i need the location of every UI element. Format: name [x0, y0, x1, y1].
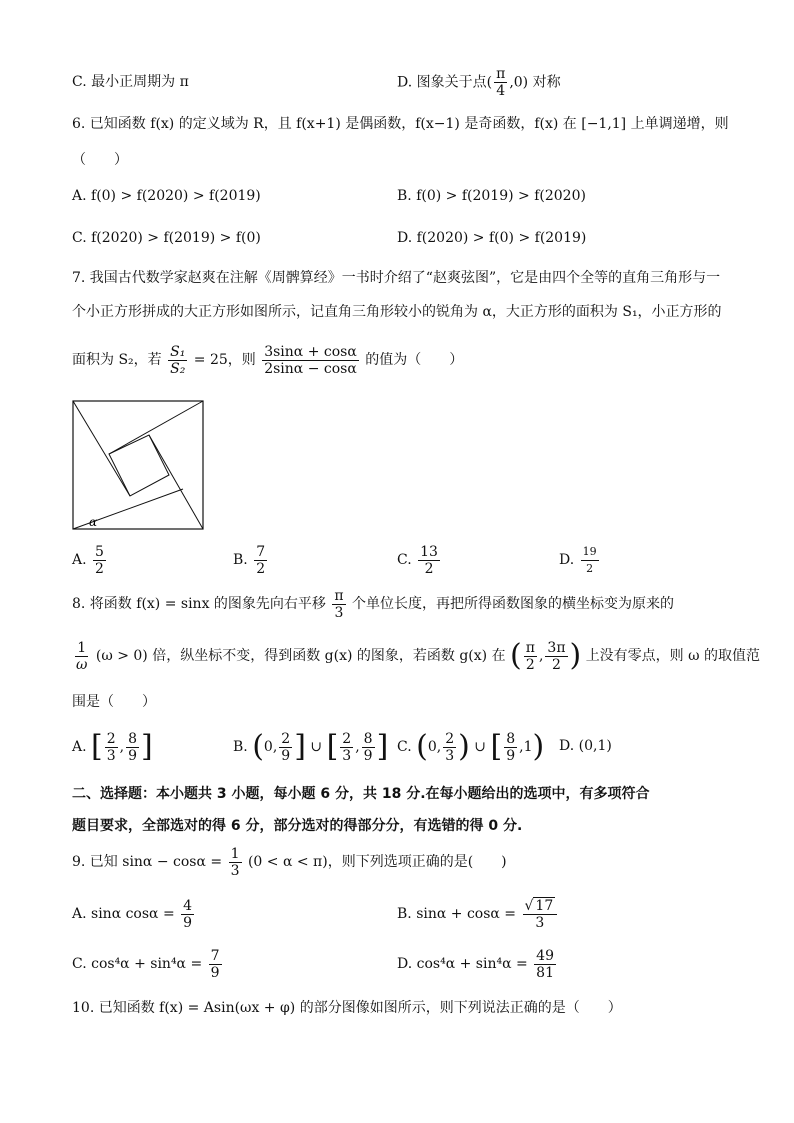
q8-omega-num: 1 [77, 639, 87, 656]
q8-line-1-prefix: 8. 将函数 f(x) = sinx 的图象先向右平移 [72, 596, 326, 612]
q8-option-a-frac2: $\frac{8}{9}$ [128, 730, 138, 764]
q9-option-a-den: 9 [183, 914, 193, 931]
q8-option-b-label: B. [233, 739, 248, 755]
q9-stem-suffix: (0 < α < π)，则下列选项正确的是( ) [247, 854, 507, 870]
q7-option-c-num: 13 [420, 543, 438, 560]
q8-int-b-num: 3π [547, 639, 566, 656]
q5-option-d: D. 图象关于点( $\frac{\pi}{4}$ ,0) 对称 [397, 66, 561, 99]
q9-stem-num: 1 [230, 845, 240, 862]
q9-option-a-prefix: A. sinα cosα = [72, 906, 175, 922]
q7-option-d-frac [581, 544, 599, 577]
q8-line-1 [72, 586, 674, 622]
q7-ratio-val: = 25，则 [193, 352, 256, 368]
q10-stem: 10. 已知函数 f(x) = Asin(ωx + φ) 的部分图像如图所示，则下列说法正确的是（ ） [72, 1000, 622, 1016]
outer-square [73, 401, 203, 529]
q7-line-2: 个小正方形拼成的大正方形如图所示，记直角三角形较小的锐角为 α，大正方形的面积为 S₁，小正方形的 [72, 304, 722, 320]
q8-line-2-mid: (ω > 0) 倍，纵坐标不变，得到函数 g(x) 的图象，若函数 g(x) 在 [95, 648, 506, 664]
q7-line-3 [72, 342, 463, 378]
q9-option-c-den: 9 [210, 964, 220, 981]
q8-int-b-den: 2 [552, 656, 561, 673]
q6-option-c: C. f(2020) > f(2019) > f(0) [72, 230, 261, 246]
q5-option-c: C. 最小正周期为 π [72, 74, 189, 90]
q9-option-d-frac [534, 948, 556, 981]
q7-line-3-suffix: 的值为（ ） [365, 352, 464, 368]
q8-option-a-frac1: $\frac{2}{3}$ [106, 730, 116, 764]
q9-stem-frac [229, 846, 242, 879]
q9-option-c [72, 944, 224, 984]
q9-stem [72, 844, 507, 880]
q7-expr-num: 3sinα + cosα [264, 343, 357, 360]
q8-option-c-label: C. [397, 739, 412, 755]
q7-option-d-num: 19 [581, 544, 599, 561]
q9-option-c-prefix: C. cos⁴α + sin⁴α = [72, 956, 203, 972]
section-2-line-1: 二、选择题：本小题共 3 小题，每小题 6 分，共 18 分.在每小题给出的选项中，有多项符合 [72, 786, 650, 802]
q7-option-d-den: 2 [586, 561, 594, 575]
q7-option-b [233, 540, 269, 580]
q9-option-d-prefix: D. cos⁴α + sin⁴α = [397, 956, 528, 972]
q5-option-d-suffix: ,0) 对称 [509, 74, 561, 91]
q8-option-a-rbracket: ] [141, 729, 153, 764]
q8-line-1-suffix: 个单位长度，再把所得函数图象的横坐标变为原来的 [352, 596, 675, 612]
q7-option-d-label: D. [559, 552, 575, 568]
q7-option-b-den: 2 [256, 560, 266, 577]
q9-stem-den: 3 [230, 862, 240, 879]
alpha-label: α [89, 515, 98, 529]
q9-option-d-num: 49 [536, 947, 554, 964]
q9-stem-prefix: 9. 已知 sinα − cosα = [72, 854, 223, 870]
q7-option-c-label: C. [397, 552, 412, 568]
q5-option-d-den: 4 [496, 83, 506, 99]
q8-option-d: D. (0,1) [559, 738, 612, 754]
q9-option-b-prefix: B. sinα + cosα = [397, 906, 517, 922]
q7-expr-den: 2sinα − cosα [264, 360, 357, 377]
q9-option-b-frac: $\frac{√ 17}{3}$ [523, 898, 558, 931]
q8-omega-frac [74, 640, 89, 673]
inner-square [109, 435, 169, 496]
triangle-edge-3 [109, 401, 203, 454]
q7-ratio-frac [168, 344, 187, 377]
q9-option-c-frac [209, 948, 222, 981]
q7-ratio-num: S₁ [170, 343, 186, 360]
triangle-edge-2 [149, 435, 203, 529]
q7-option-a [72, 540, 108, 580]
section-2-line-2: 题目要求，全部选对的得 6 分，部分选对的得部分分，有选错的得 0 分. [72, 818, 523, 834]
q7-ratio-den: S₂ [170, 360, 186, 377]
q7-option-c-den: 2 [424, 560, 434, 577]
q7-option-a-label: A. [72, 552, 87, 568]
q6-option-a: A. f(0) > f(2020) > f(2019) [72, 188, 261, 204]
q7-option-c-frac [418, 544, 440, 577]
q8-int-a-num: π [525, 639, 535, 656]
q6-stem: 6. 已知函数 f(x) 的定义域为 R，且 f(x+1) 是偶函数，f(x−1) 是奇函数，f(x) 在 [−1,1] 上单调递增，则 [72, 116, 729, 132]
q8-int-a-den: 2 [525, 656, 535, 673]
q7-option-a-num: 5 [95, 543, 104, 560]
q8-line-2: $\frac{1}{\omega}$ (ω > 0) 倍，纵坐标不变，得到函数 g(x) 的图象，若函数 g(x) 在 ( $\frac{\pi}{2}$ , $\frac{3\pi}{2}$ ) 上没有零点，则 ω 的取值范 [76, 638, 761, 673]
q7-line-3-prefix: 面积为 S₂，若 [72, 352, 162, 368]
q8-int-b-frac [545, 640, 567, 673]
q9-option-d [397, 944, 558, 984]
q9-option-c-num: 7 [210, 947, 220, 964]
q7-expr-frac [262, 344, 359, 377]
q7-option-a-frac [93, 544, 106, 577]
q8-option-b: B. (0, $\frac{2}{9}$ ] ∪ [ $\frac{2}{3}$ , $\frac{8}{9}$ ] [233, 729, 389, 764]
q8-option-a-lbracket: [ [91, 729, 103, 764]
q9-option-a [72, 894, 196, 934]
q6-blank: （ ） [72, 152, 128, 168]
q7-option-a-den: 2 [95, 560, 104, 577]
q8-shift-frac [332, 588, 345, 621]
q8-right-paren: ) [569, 638, 582, 673]
q7-option-d [559, 540, 601, 580]
q7-line-1: 7. 我国古代数学家赵爽在注解《周髀算经》一书时介绍了“赵爽弦图”，它是由四个全等的直角三角形与一 [72, 270, 721, 286]
q5-option-d-frac [494, 66, 507, 99]
q8-line-2-suffix: 上没有零点，则 ω 的取值范 [585, 648, 761, 664]
q8-omega-den: ω [76, 656, 88, 673]
q8-line-3: 围是（ ） [72, 694, 156, 710]
q8-shift-num: π [334, 587, 344, 604]
q7-option-c [397, 540, 442, 580]
q7-option-b-frac [254, 544, 267, 577]
q8-option-a-label: A. [72, 739, 87, 755]
q8-int-a-frac [524, 640, 537, 673]
q9-option-b-num: 17 [535, 897, 554, 914]
q9-option-d-den: 81 [536, 964, 554, 981]
q9-option-b-den: 3 [535, 914, 545, 931]
q7-option-b-label: B. [233, 552, 248, 568]
q6-option-d: D. f(2020) > f(0) > f(2019) [397, 230, 587, 246]
q7-option-b-num: 7 [256, 543, 266, 560]
zhao-shuang-figure [72, 400, 204, 532]
q5-option-d-prefix: D. 图象关于点 [397, 74, 487, 91]
q8-shift-den: 3 [334, 604, 344, 621]
q9-option-a-num: 4 [183, 897, 193, 914]
q5-option-d-num: π [496, 66, 506, 82]
q8-option-a: A. [ $\frac{2}{3}$ , $\frac{8}{9}$ ] [72, 729, 153, 764]
q6-option-b: B. f(0) > f(2019) > f(2020) [397, 188, 586, 204]
q9-option-b [397, 894, 559, 934]
q8-left-paren: ( [510, 638, 522, 673]
q8-option-c: C. (0, $\frac{2}{3}$ ) ∪ [ $\frac{8}{9}$ ,1) [397, 729, 545, 764]
q9-option-a-frac [181, 898, 194, 931]
